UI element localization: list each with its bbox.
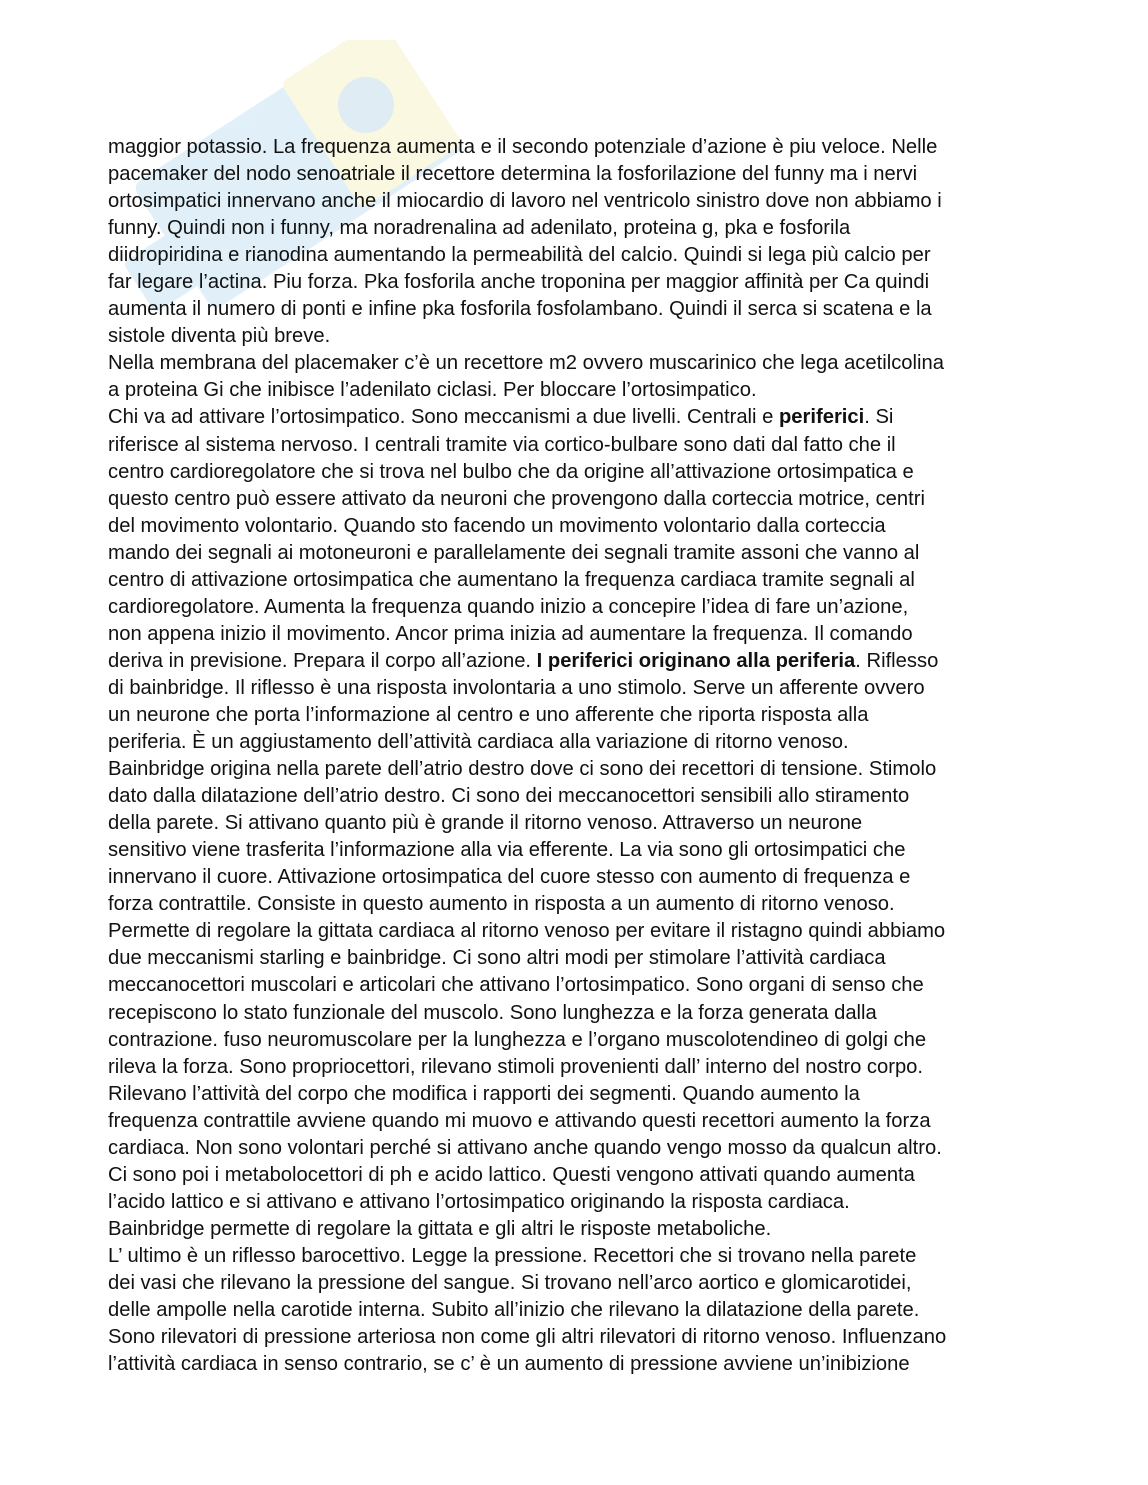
text-line bbox=[108, 432, 1058, 459]
text-line bbox=[108, 918, 1058, 945]
text-line bbox=[108, 1351, 1058, 1378]
text-line bbox=[108, 1189, 1058, 1216]
text-segment: . Riflesso bbox=[855, 649, 939, 672]
text-line bbox=[108, 675, 1058, 702]
text-segment: dei vasi che rilevano la pressione del sangue. Si trovano nell’arco aortico e glomicarotidei, bbox=[108, 1271, 912, 1294]
text-segment: cardioregolatore. Aumenta la frequenza quando inizio a concepire l’idea di fare un’azione, bbox=[108, 595, 909, 618]
bold-text: I periferici originano alla periferia bbox=[536, 649, 856, 672]
text-segment: riferisce al sistema nervoso. I centrali tramite via cortico-bulbare sono dati dal fatto che il bbox=[108, 433, 896, 456]
text-segment: contrazione. fuso neuromuscolare per la lunghezza e l’organo muscolotendineo di golgi che bbox=[108, 1028, 927, 1051]
text-line bbox=[108, 350, 1058, 377]
text-line bbox=[108, 783, 1058, 810]
text-line bbox=[108, 1027, 1058, 1054]
text-line bbox=[108, 540, 1058, 567]
text-segment: due meccanismi starling e bainbridge. Ci sono altri modi per stimolare l’attività cardiaca bbox=[108, 947, 886, 970]
text-segment: mando dei segnali ai motoneuroni e parallelamente dei segnali tramite assoni che vanno al bbox=[108, 541, 920, 564]
text-line bbox=[108, 242, 1058, 269]
text-line bbox=[108, 161, 1058, 188]
text-line bbox=[108, 567, 1058, 594]
bold-text: periferici bbox=[778, 406, 865, 429]
text-segment: del movimento volontario. Quando sto facendo un movimento volontario dalla corteccia bbox=[108, 514, 886, 537]
text-line bbox=[108, 486, 1058, 513]
text-line bbox=[108, 513, 1058, 540]
text-line bbox=[108, 1108, 1058, 1135]
text-segment: aumenta il numero di ponti e infine pka fosforila fosfolambano. Quindi il serca si scatena e la bbox=[108, 298, 932, 321]
text-line bbox=[108, 296, 1058, 323]
text-line bbox=[108, 404, 1058, 431]
text-segment: meccanocettori muscolari e articolari che attivano l’ortosimpatico. Sono organi di senso che bbox=[108, 974, 924, 997]
text-line bbox=[108, 1054, 1058, 1081]
text-segment: l’acido lattico e si attivano e attivano l’ortosimpatico originando la risposta cardiaca. bbox=[108, 1190, 850, 1213]
text-segment: pacemaker del nodo senoatriale il recettore determina la fosforilazione del funny ma i nervi bbox=[108, 163, 918, 186]
text-segment: delle ampolle nella carotide interna. Subito all’inizio che rilevano la dilatazione della parete. bbox=[108, 1299, 920, 1322]
text-segment: Nella membrana del placemaker c’è un recettore m2 ovvero muscarinico che lega acetilcolina bbox=[108, 352, 944, 375]
text-segment: Sono rilevatori di pressione arteriosa non come gli altri rilevatori di ritorno venoso. Influenzano bbox=[108, 1326, 947, 1349]
text-segment: sistole diventa più breve. bbox=[108, 325, 331, 348]
text-segment: . Si bbox=[864, 406, 894, 429]
text-line bbox=[108, 1243, 1058, 1270]
text-line bbox=[108, 188, 1058, 215]
text-line bbox=[108, 1135, 1058, 1162]
text-segment: forza contrattile. Consiste in questo aumento in risposta a un aumento di ritorno venoso. bbox=[108, 893, 895, 916]
text-segment: Permette di regolare la gittata cardiaca al ritorno venoso per evitare il ristagno quindi abbiamo bbox=[108, 920, 946, 943]
text-segment: della parete. Si attivano quanto più è grande il ritorno venoso. Attraverso un neurone bbox=[108, 812, 863, 835]
text-segment: ortosimpatici innervano anche il miocardio di lavoro nel ventricolo sinistro dove non abbiamo i bbox=[108, 190, 942, 213]
text-line bbox=[108, 891, 1058, 918]
text-line bbox=[108, 459, 1058, 486]
text-line bbox=[108, 215, 1058, 242]
text-segment: Rilevano l’attività del corpo che modifica i rapporti dei segmenti. Quando aumento la bbox=[108, 1082, 860, 1105]
text-line bbox=[108, 864, 1058, 891]
text-line bbox=[108, 756, 1058, 783]
text-line bbox=[108, 1162, 1058, 1189]
text-line bbox=[108, 810, 1058, 837]
text-segment: maggior potassio. La frequenza aumenta e il secondo potenziale d’azione è piu veloce. Nelle bbox=[108, 136, 938, 158]
text-segment: frequenza contrattile avviene quando mi muovo e attivando questi recettori aumento la forza bbox=[108, 1109, 931, 1132]
text-line bbox=[108, 134, 1058, 161]
text-line bbox=[108, 837, 1058, 864]
text-segment: centro di attivazione ortosimpatica che aumentano la frequenza cardiaca tramite segnali al bbox=[108, 568, 915, 591]
text-segment: Bainbridge origina nella parete dell’atrio destro dove ci sono dei recettori di tensione. Stimolo bbox=[108, 758, 937, 781]
text-segment: rileva la forza. Sono propriocettori, rilevano stimoli provenienti dall’ interno del nostro corpo. bbox=[108, 1055, 924, 1078]
text-segment: Bainbridge permette di regolare la gittata e gli altri le risposte metaboliche. bbox=[108, 1217, 772, 1240]
text-segment: far legare l’actina. Piu forza. Pka fosforila anche troponina per maggior affinità per Ca quindi bbox=[108, 271, 930, 294]
text-line bbox=[108, 1324, 1058, 1351]
text-line bbox=[108, 323, 1058, 350]
text-segment: a proteina Gi che inibisce l’adenilato ciclasi. Per bloccare l’ortosimpatico. bbox=[108, 379, 757, 402]
text-line bbox=[108, 269, 1058, 296]
text-line bbox=[108, 702, 1058, 729]
text-segment: di bainbridge. Il riflesso è una risposta involontaria a uno stimolo. Serve un afferente ovvero bbox=[108, 676, 925, 699]
text-line bbox=[108, 729, 1058, 756]
text-line bbox=[108, 1270, 1058, 1297]
text-line bbox=[108, 1297, 1058, 1324]
text-line bbox=[108, 594, 1058, 621]
text-segment: Chi va ad attivare l’ortosimpatico. Sono meccanismi a due livelli. Centrali e bbox=[108, 406, 779, 429]
text-line bbox=[108, 972, 1058, 999]
text-segment: l’attività cardiaca in senso contrario, se c’ è un aumento di pressione avviene un’inibizione bbox=[108, 1353, 910, 1376]
text-segment: L’ ultimo è un riflesso barocettivo. Legge la pressione. Recettori che si trovano nella parete bbox=[108, 1244, 917, 1267]
text-segment: diidropiridina e rianodina aumentando la permeabilità del calcio. Quindi si lega più calcio per bbox=[108, 244, 931, 267]
text-segment: centro cardioregolatore che si trova nel bulbo che da origine all’attivazione ortosimpatica e bbox=[108, 460, 914, 483]
text-segment: innervano il cuore. Attivazione ortosimpatica del cuore stesso con aumento di frequenza e bbox=[108, 866, 911, 889]
text-segment: questo centro può essere attivato da neuroni che provengono dalla corteccia motrice, centri bbox=[108, 487, 925, 510]
text-segment: sensitivo viene trasferita l’informazione alla via efferente. La via sono gli ortosimpatici che bbox=[108, 839, 906, 862]
text-line bbox=[108, 1081, 1058, 1108]
text-segment: non appena inizio il movimento. Ancor prima inizia ad aumentare la frequenza. Il comando bbox=[108, 622, 913, 645]
text-segment: funny. Quindi non i funny, ma noradrenalina ad adenilato, proteina g, pka e fosforila bbox=[108, 217, 851, 240]
text-segment: dato dalla dilatazione dell’atrio destro. Ci sono dei meccanocettori sensibili allo stiramento bbox=[108, 785, 910, 808]
text-line bbox=[108, 621, 1058, 648]
text-line bbox=[108, 1000, 1058, 1027]
document-text bbox=[108, 134, 1058, 1378]
text-line bbox=[108, 945, 1058, 972]
text-segment: un neurone che porta l’informazione al centro e uno afferente che riporta risposta alla bbox=[108, 703, 869, 726]
text-segment: periferia. È un aggiustamento dell’attività cardiaca alla variazione di ritorno venoso. bbox=[108, 731, 849, 754]
text-line bbox=[108, 377, 1058, 404]
text-segment: cardiaca. Non sono volontari perché si attivano anche quando vengo mosso da qualcun altro. bbox=[108, 1136, 942, 1159]
text-segment: deriva in previsione. Prepara il corpo all’azione. bbox=[108, 649, 537, 672]
text-line bbox=[108, 648, 1058, 675]
text-segment: Ci sono poi i metabolocettori di ph e acido lattico. Questi vengono attivati quando aumenta bbox=[108, 1163, 915, 1186]
text-line bbox=[108, 1216, 1058, 1243]
text-segment: recepiscono lo stato funzionale del muscolo. Sono lunghezza e la forza generata dalla bbox=[108, 1001, 877, 1024]
